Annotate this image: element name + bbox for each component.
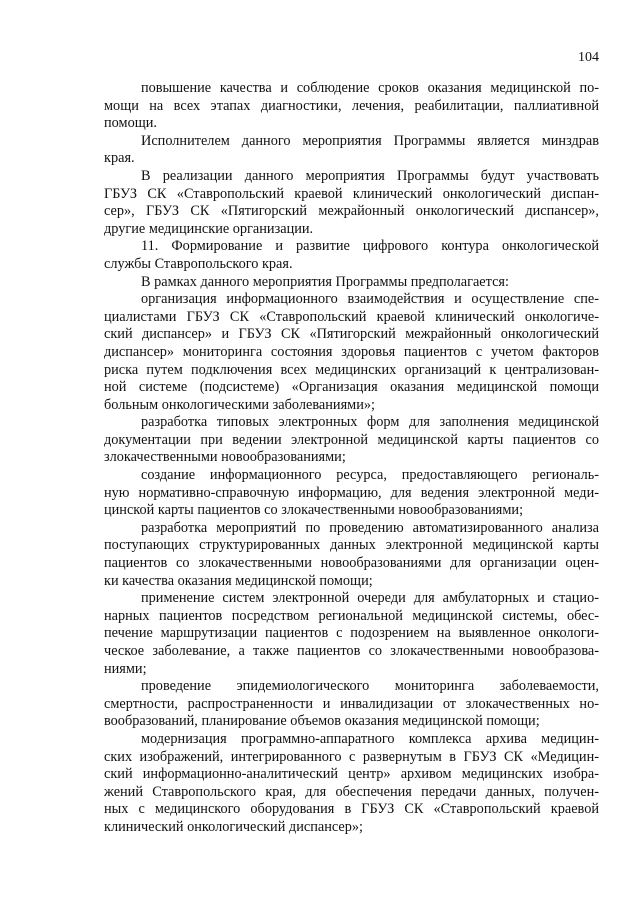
text-line: злокачественными новообразованиями; — [104, 449, 346, 466]
text-line: разработка мероприятий по проведению автоматизированного анализа — [141, 519, 599, 536]
text-line: 11. Формирование и развитие цифрового контура онкологической — [141, 238, 599, 255]
text-line: создание информационного ресурса, предоставляющего региональ- — [141, 467, 599, 484]
body-text — [104, 80, 599, 837]
text-line: ческое заболевание, а также пациентов со злокачественными новообразова- — [104, 643, 599, 659]
page-number: 104 — [578, 50, 599, 65]
text-line: применение систем электронной очереди для амбулаторных и стацио- — [141, 590, 599, 607]
text-line: ГБУЗ СК «Ставропольский краевой клинический онкологический диспан- — [104, 185, 599, 202]
text-line: вообразований, планирование объемов оказания медицинской помощи; — [104, 713, 540, 730]
text-line: ский информационно-аналитический центр» архивом медицинских изобра- — [104, 766, 599, 783]
text-line: смертности, распространенности и инвалидизации от злокачественных но- — [104, 695, 599, 712]
text-line: мощи на всех этапах диагностики, лечения, реабилитации, паллиативной — [104, 97, 599, 114]
text-line: ских изображений, интегрированного с развернутым в ГБУЗ СК «Медицин- — [104, 748, 599, 765]
text-line: ский диспансер» и ГБУЗ СК «Пятигорский межрайонный онкологический — [104, 326, 599, 343]
text-line: циалистами ГБУЗ СК «Ставропольский краевой клинический онкологиче- — [104, 308, 599, 325]
text-line: Исполнителем данного мероприятия Программы является минздрав — [141, 132, 599, 149]
text-line: ную нормативно-справочную информацию, для ведения электронной меди- — [104, 484, 599, 501]
text-line: проведение эпидемиологического мониторинга заболеваемости, — [141, 678, 599, 695]
text-line: службы Ставропольского края. — [104, 255, 293, 272]
text-line: больным онкологическими заболеваниями»; — [104, 396, 375, 413]
text-line: цинской карты пациентов со злокачественными новообразованиями; — [104, 502, 524, 519]
text-line: жений Ставропольского края, для обеспечения передачи данных, получен- — [104, 783, 599, 800]
text-line: риска путем подключения всех медицинских организаций к централизован- — [104, 361, 599, 378]
text-line: В реализации данного мероприятия Программы будут участвовать — [141, 167, 599, 184]
text-line: ной системе (подсистеме) «Организация оказания медицинской помощи — [104, 379, 599, 396]
text-line: края. — [104, 150, 135, 167]
text-line: помощи. — [104, 115, 157, 132]
text-line: В рамках данного мероприятия Программы предполагается: — [141, 273, 509, 290]
text-line: печение маршрутизации пациентов с подозрением на выявленное онкологи- — [104, 625, 599, 642]
text-line: повышение качества и соблюдение сроков оказания медицинской по- — [141, 80, 599, 96]
text-line: ниями; — [104, 660, 147, 677]
text-line: нарных пациентов посредством региональной медицинской системы, обес- — [104, 607, 599, 624]
text-line: пациентов со злокачественными новообразованиями для организации оцен- — [104, 555, 599, 572]
text-line: документации при ведении электронной медицинской карты пациентов со — [104, 431, 599, 448]
text-line: организация информационного взаимодействия и осуществление спе- — [141, 291, 599, 308]
text-line: разработка типовых электронных форм для заполнения медицинской — [141, 414, 599, 431]
text-line: поступающих структурированных данных электронной медицинской карты — [104, 537, 599, 554]
text-line: другие медицинские организации. — [104, 220, 314, 237]
text-line: клинический онкологический диспансер»; — [104, 818, 363, 835]
text-line: сер», ГБУЗ СК «Пятигорский межрайонный онкологический диспансер», — [104, 203, 599, 220]
text-line: диспансер» мониторинга состояния здоровья пациентов с учетом факторов — [104, 343, 599, 360]
text-line: ки качества оказания медицинской помощи; — [104, 572, 373, 589]
text-line: ных с медицинского оборудования в ГБУЗ СК «Ставропольский краевой — [104, 801, 599, 818]
text-line: модернизация программно-аппаратного комплекса архива медицин- — [141, 730, 599, 747]
